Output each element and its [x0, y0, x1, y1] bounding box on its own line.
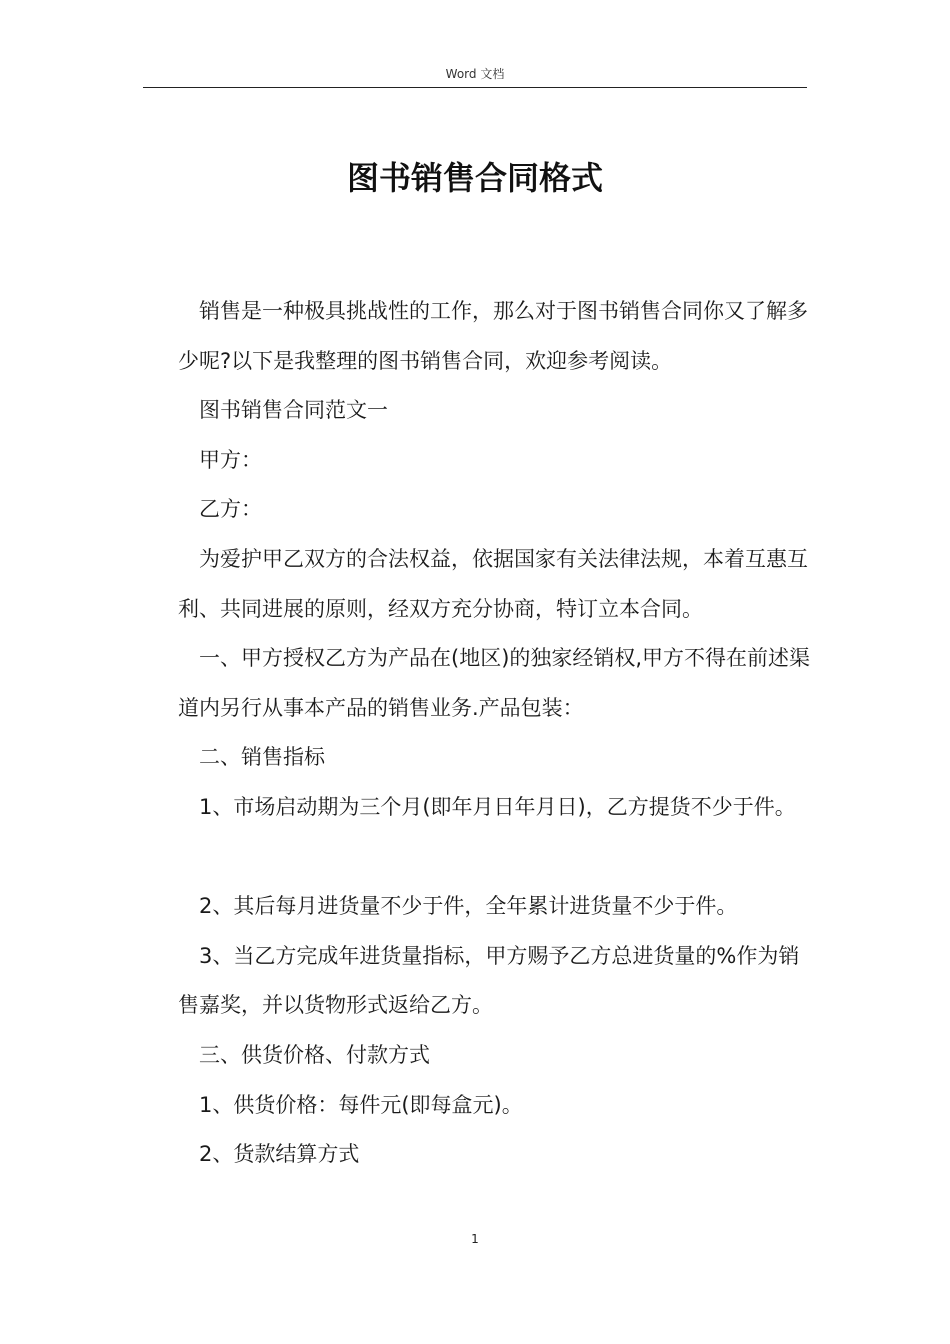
paragraph-intro: 销售是一种极具挑战性的工作，那么对于图书销售合同你又了解多少呢?以下是我整理的图书销售合同，欢迎参考阅读。 [178, 299, 808, 373]
paragraph-section-2-heading: 二、销售指标 [199, 745, 325, 770]
page-number: 1 [471, 1232, 479, 1246]
header-divider [143, 87, 807, 88]
paragraph-party-a: 甲方： [199, 447, 262, 472]
paragraph-clause-1: 一、甲方授权乙方为产品在(地区)的独家经销权,甲方不得在前述渠道内另行从事本产品的销售业务.产品包装： [178, 646, 811, 720]
paragraph-section-3-heading: 三、供货价格、付款方式 [199, 1042, 430, 1067]
paragraph-preamble: 为爱护甲乙双方的合法权益，依据国家有关法律法规，本着互惠互利、共同进展的原则，经双方充分协商，特订立本合同。 [178, 546, 808, 621]
paragraph-item-3-1: 1、供货价格：每件元(即每盒元)。 [199, 1092, 523, 1117]
document-body [178, 287, 818, 1180]
paragraph-sample-heading: 图书销售合同范文一 [199, 398, 388, 423]
paragraph-item-2-1: 1、市场启动期为三个月(即年月日年月日)，乙方提货不少于件。 [199, 794, 796, 819]
document-title: 图书销售合同格式 [346, 159, 603, 197]
paragraph-item-2-2: 2、其后每月进货量不少于件，全年累计进货量不少于件。 [199, 894, 738, 919]
blank-line [178, 833, 818, 883]
page-header: Word 文档 [445, 67, 505, 81]
paragraph-item-2-3: 3、当乙方完成年进货量指标，甲方赐予乙方总进货量的%作为销售嘉奖，并以货物形式返给乙方。 [178, 943, 800, 1018]
paragraph-item-3-2: 2、货款结算方式 [199, 1142, 360, 1167]
paragraph-party-b: 乙方： [199, 497, 262, 522]
